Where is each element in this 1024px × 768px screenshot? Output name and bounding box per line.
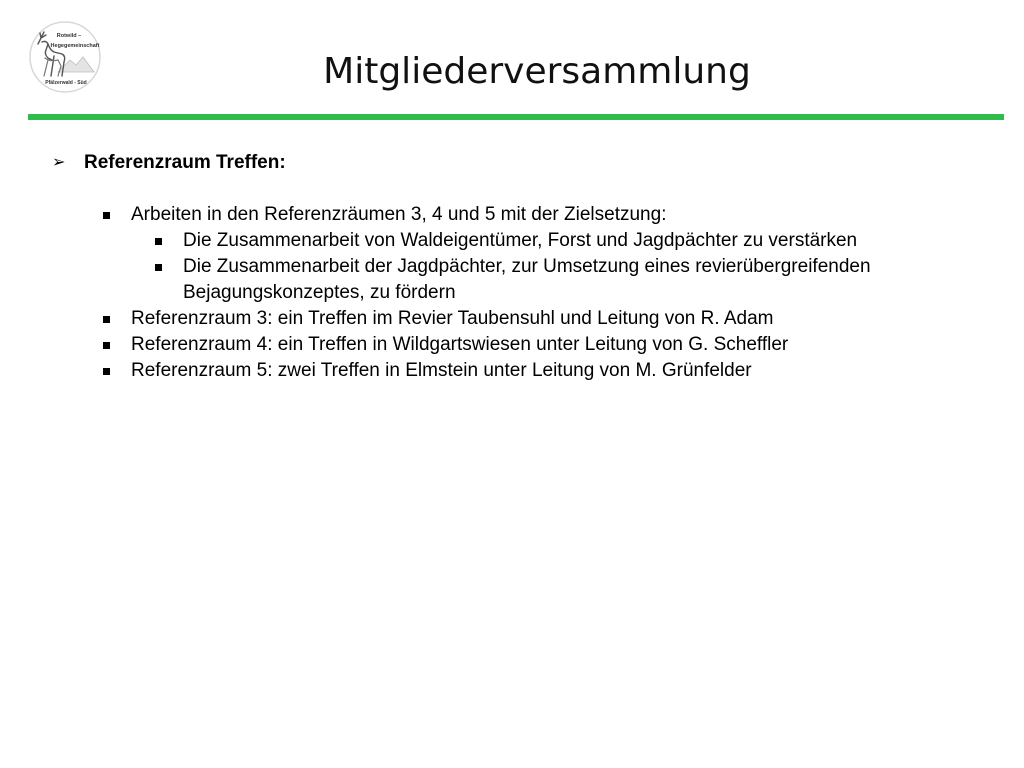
section-heading: Referenzraum Treffen:: [84, 152, 286, 173]
list-item: [50, 306, 1010, 332]
slide-content: [50, 148, 1010, 384]
slide-title: Mitgliederversammlung: [323, 51, 751, 92]
section-heading-row: [50, 148, 1010, 178]
square-bullet-icon: [102, 306, 131, 332]
list-item: [50, 202, 1010, 228]
arrow-bullet-icon: ➢: [52, 154, 66, 171]
list-item: [50, 358, 1010, 384]
list-item-text: Die Zusammenarbeit von Waldeigentümer, Forst und Jagdpächter zu verstärken: [183, 230, 858, 251]
square-bullet-icon: [102, 358, 131, 384]
list-item: [50, 228, 1010, 254]
square-bullet-icon: [154, 228, 183, 254]
logo-text-line1: Rotwild –: [56, 33, 82, 39]
list-item-text: Arbeiten in den Referenzräumen 3, 4 und 5 mit der Zielsetzung:: [131, 204, 667, 225]
logo-text-line2: Hegegemeinschaft: [50, 43, 100, 49]
list-item-text: Referenzraum 5: zwei Treffen in Elmstein unter Leitung von M. Grünfelder: [131, 360, 752, 381]
list-item: [50, 254, 1010, 306]
logo-text-line3: Pfälzerwald - Süd: [45, 80, 87, 86]
list-item: [50, 332, 1010, 358]
square-bullet-icon: [102, 202, 131, 228]
square-bullet-icon: [102, 332, 131, 358]
square-bullet-icon: [154, 254, 183, 280]
list-item-text: Referenzraum 3: ein Treffen im Revier Taubensuhl und Leitung von R. Adam: [131, 308, 774, 329]
title-divider: [28, 114, 1004, 120]
list-item-text: Referenzraum 4: ein Treffen in Wildgartswiesen unter Leitung von G. Scheffler: [131, 334, 789, 355]
list-item-text: Die Zusammenarbeit der Jagdpächter, zur Umsetzung eines revierübergreifenden Bejagungskonzeptes, zu fördern: [183, 256, 871, 303]
bullet-list: [50, 202, 1010, 384]
